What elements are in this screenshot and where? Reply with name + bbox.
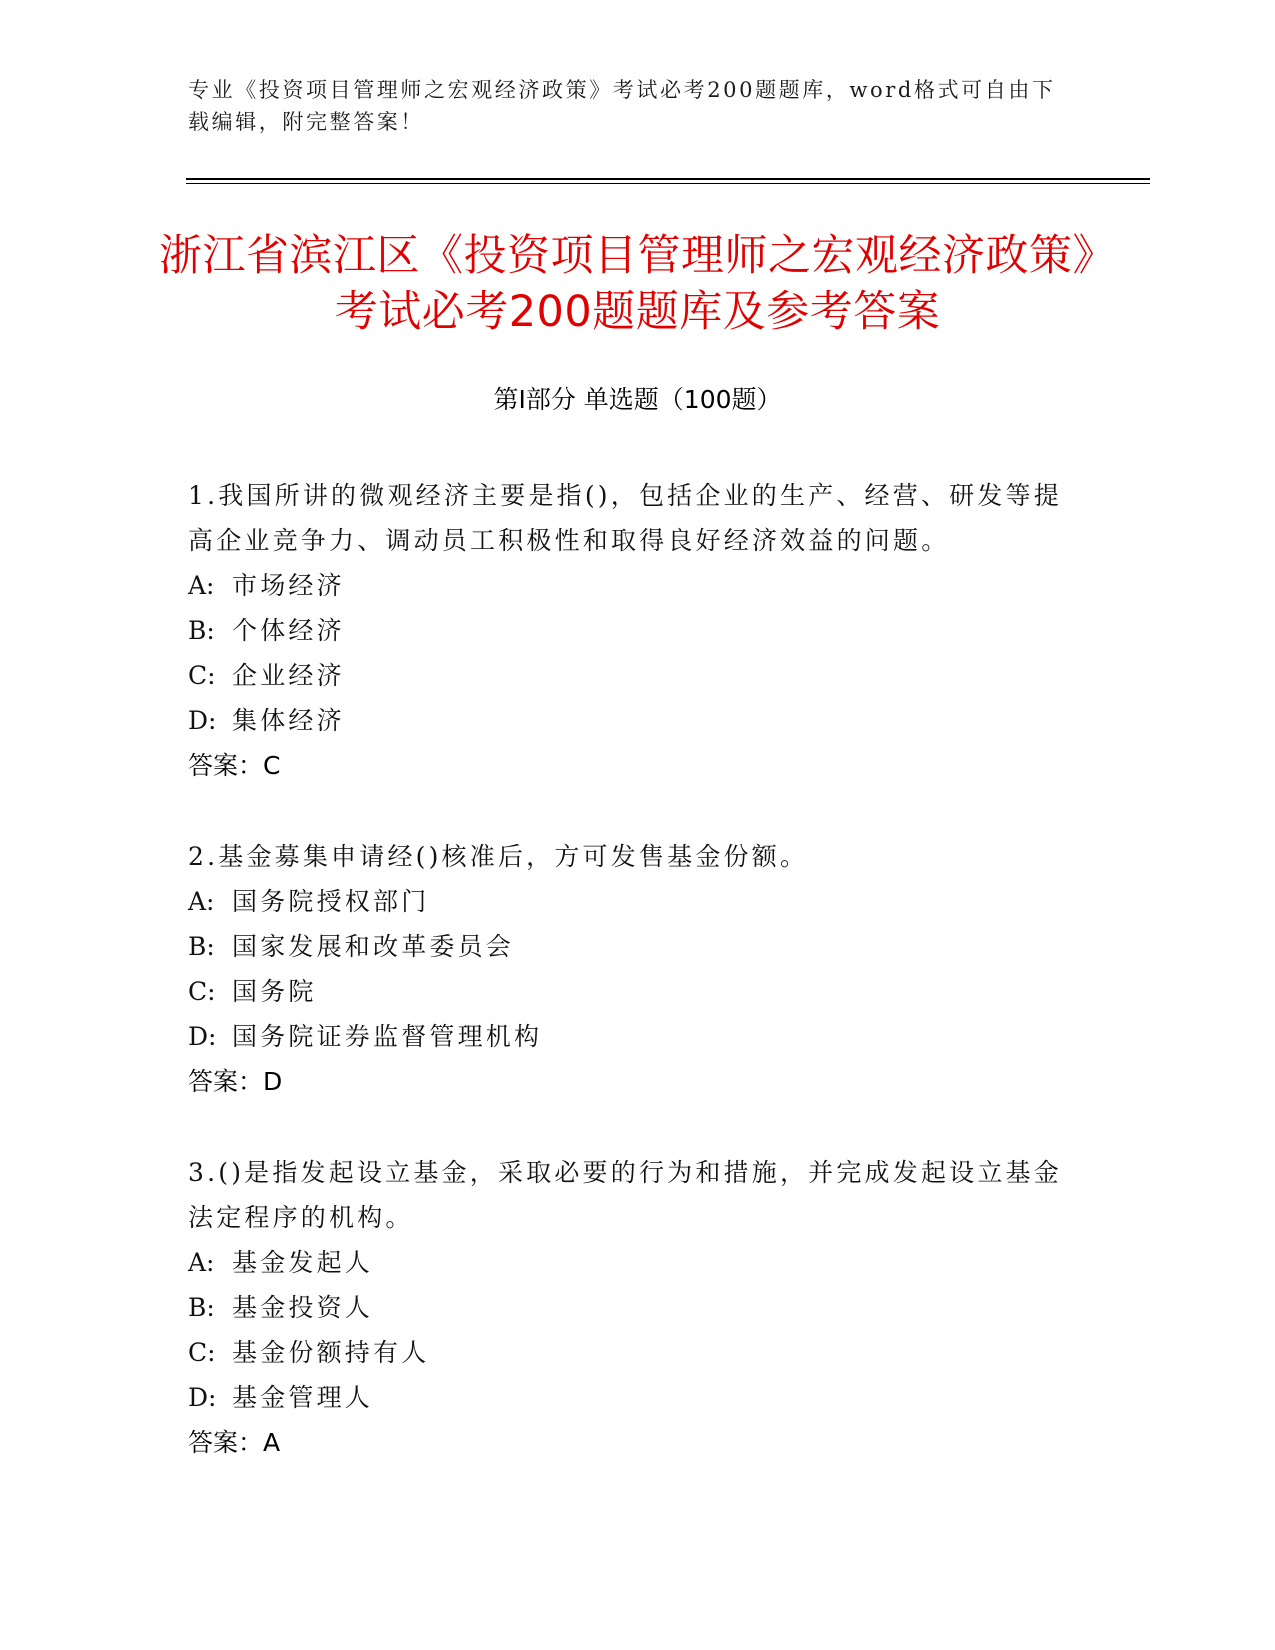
answer-line: 答案：D	[188, 1067, 283, 1096]
option-a	[188, 879, 1088, 924]
option-text: 企业经济	[232, 661, 345, 690]
answer-line: 答案：C	[188, 751, 281, 780]
header-rule-thick	[186, 178, 1150, 180]
option-b	[188, 924, 1088, 969]
option-text: 基金发起人	[232, 1248, 374, 1277]
option-text: 国家发展和改革委员会	[232, 932, 515, 961]
question-2	[188, 834, 1088, 1104]
header-note: 专业《投资项目管理师之宏观经济政策》考试必考200题题库，word格式可自由下载编辑，附完整答案！	[188, 78, 1056, 134]
option-key: C:	[188, 661, 216, 690]
option-a	[188, 563, 1088, 608]
answer-line: 答案：A	[188, 1428, 281, 1457]
question-1	[188, 473, 1088, 788]
option-text: 基金份额持有人	[232, 1338, 430, 1367]
option-key: B:	[188, 932, 215, 961]
option-text: 集体经济	[232, 706, 345, 735]
option-text: 国务院	[232, 977, 317, 1006]
document-title: 浙江省滨江区《投资项目管理师之宏观经济政策》考试必考200题题库及参考答案	[159, 231, 1116, 337]
option-b	[188, 608, 1088, 653]
header-rule-thin	[186, 183, 1150, 184]
option-text: 基金管理人	[232, 1383, 374, 1412]
option-d	[188, 698, 1088, 743]
option-text: 国务院证券监督管理机构	[232, 1022, 543, 1051]
option-key: B:	[188, 1293, 215, 1322]
question-stem: 2.基金募集申请经()核准后，方可发售基金份额。	[188, 842, 809, 871]
option-key: D:	[188, 1022, 217, 1051]
option-key: D:	[188, 1383, 217, 1412]
option-text: 个体经济	[232, 616, 345, 645]
question-stem: 3.()是指发起设立基金，采取必要的行为和措施，并完成发起设立基金法定程序的机构。	[188, 1158, 1062, 1232]
option-a	[188, 1240, 1088, 1285]
option-c	[188, 969, 1088, 1014]
option-b	[188, 1285, 1088, 1330]
option-key: D:	[188, 706, 217, 735]
option-key: A:	[188, 887, 215, 916]
option-text: 基金投资人	[232, 1293, 374, 1322]
option-key: A:	[188, 1248, 215, 1277]
option-key: C:	[188, 1338, 216, 1367]
option-c	[188, 1330, 1088, 1375]
option-key: C:	[188, 977, 216, 1006]
option-d	[188, 1014, 1088, 1059]
option-key: A:	[188, 571, 215, 600]
option-text: 国务院授权部门	[232, 887, 430, 916]
option-c	[188, 653, 1088, 698]
option-key: B:	[188, 616, 215, 645]
option-d	[188, 1375, 1088, 1420]
option-text: 市场经济	[232, 571, 345, 600]
section-title: 第Ⅰ部分 单选题（100题）	[493, 385, 782, 414]
question-3	[188, 1150, 1088, 1465]
question-stem: 1.我国所讲的微观经济主要是指()，包括企业的生产、经营、研发等提高企业竞争力、调动员工积极性和取得良好经济效益的问题。	[188, 481, 1062, 555]
